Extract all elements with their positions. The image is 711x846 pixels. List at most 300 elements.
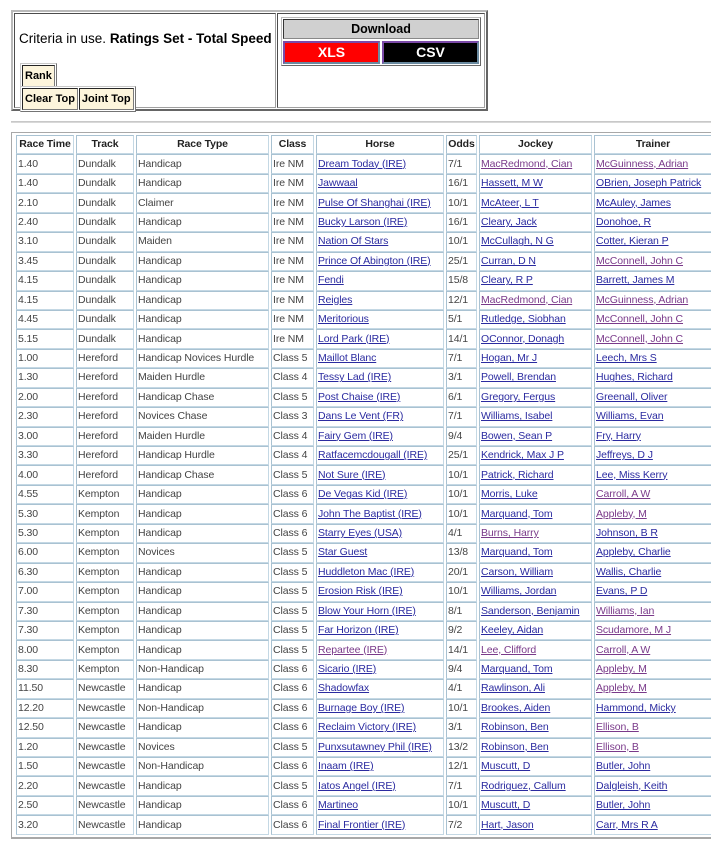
trainer-link[interactable]: Butler, John <box>596 799 651 812</box>
trainer-cell <box>594 796 711 815</box>
jockey-link[interactable]: Burns, Harry <box>481 526 539 539</box>
track-cell: Kempton <box>76 640 134 659</box>
horse-link[interactable]: Burnage Boy (IRE) <box>318 701 405 714</box>
trainer-link[interactable]: Greenall, Oliver <box>596 390 668 403</box>
track-cell: Newcastle <box>76 738 134 757</box>
trainer-link[interactable]: Carr, Mrs R A <box>596 818 658 831</box>
rank-button[interactable]: Rank <box>22 65 55 87</box>
horse-link[interactable]: Erosion Risk (IRE) <box>318 585 403 598</box>
trainer-link[interactable]: McConnell, John C <box>596 313 684 326</box>
class-cell: Class 6 <box>271 679 314 698</box>
trainer-cell <box>594 640 711 659</box>
horse-link[interactable]: Reigles <box>318 293 353 306</box>
jockey-cell <box>479 446 592 465</box>
horse-link[interactable]: Martineo <box>318 799 359 812</box>
class-cell: Class 6 <box>271 504 314 523</box>
horse-cell <box>316 602 444 621</box>
jockey-cell <box>479 524 592 543</box>
track-cell: Dundalk <box>76 232 134 251</box>
results-table-container <box>11 132 711 839</box>
table-row <box>16 621 711 640</box>
race-type-cell: Maiden <box>136 232 269 251</box>
horse-link[interactable]: Pulse Of Shanghai (IRE) <box>318 196 431 209</box>
jockey-link[interactable]: Morris, Luke <box>481 488 538 501</box>
horse-link[interactable]: Maillot Blanc <box>318 352 377 365</box>
horse-link[interactable]: Inaam (IRE) <box>318 760 374 773</box>
class-cell: Class 6 <box>271 796 314 815</box>
jockey-link[interactable]: McCullagh, N G <box>481 235 554 248</box>
jockey-cell <box>479 815 592 834</box>
race-type-cell: Non-Handicap <box>136 757 269 776</box>
odds-cell: 25/1 <box>446 252 477 271</box>
race-time-cell: 7.30 <box>16 621 74 640</box>
horse-cell <box>316 796 444 815</box>
race-type-cell: Handicap <box>136 310 269 329</box>
horse-link[interactable]: Repartee (IRE) <box>318 643 388 656</box>
jockey-cell <box>479 427 592 446</box>
odds-cell: 10/1 <box>446 796 477 815</box>
odds-cell: 3/1 <box>446 368 477 387</box>
trainer-cell <box>594 757 711 776</box>
race-type-cell: Handicap <box>136 621 269 640</box>
trainer-link[interactable]: Jeffreys, D J <box>596 449 653 462</box>
race-time-cell: 4.55 <box>16 485 74 504</box>
trainer-cell <box>594 154 711 173</box>
horse-link[interactable]: Lord Park (IRE) <box>318 332 390 345</box>
class-cell: Class 6 <box>271 660 314 679</box>
table-row <box>16 602 711 621</box>
race-type-cell: Novices <box>136 543 269 562</box>
trainer-cell <box>594 679 711 698</box>
table-row <box>16 543 711 562</box>
trainer-link[interactable]: McGuinness, Adrian <box>596 293 689 306</box>
class-cell: Ire NM <box>271 329 314 348</box>
horse-cell <box>316 485 444 504</box>
horse-link[interactable]: Ratfacemcdougall (IRE) <box>318 449 428 462</box>
trainer-link[interactable]: Williams, Ian <box>596 604 655 617</box>
jockey-cell <box>479 407 592 426</box>
trainer-cell <box>594 446 711 465</box>
horse-cell <box>316 757 444 776</box>
horse-link[interactable]: Sicario (IRE) <box>318 663 377 676</box>
horse-cell <box>316 193 444 212</box>
trainer-cell <box>594 504 711 523</box>
trainer-cell <box>594 485 711 504</box>
jockey-link[interactable]: Sanderson, Benjamin <box>481 604 580 617</box>
jockey-link[interactable]: Marquand, Tom <box>481 546 553 559</box>
track-cell: Hereford <box>76 407 134 426</box>
race-time-cell: 8.00 <box>16 640 74 659</box>
race-type-cell: Handicap <box>136 252 269 271</box>
jockey-link[interactable]: Robinson, Ben <box>481 721 549 734</box>
track-cell: Kempton <box>76 543 134 562</box>
track-cell: Hereford <box>76 465 134 484</box>
trainer-link[interactable]: McConnell, John C <box>596 254 684 267</box>
table-row <box>16 582 711 601</box>
race-type-cell: Novices Chase <box>136 407 269 426</box>
horse-link[interactable]: Tessy Lad (IRE) <box>318 371 392 384</box>
jockey-cell <box>479 252 592 271</box>
race-type-cell: Handicap <box>136 524 269 543</box>
trainer-link[interactable]: Dalgleish, Keith <box>596 779 668 792</box>
horse-link[interactable]: Shadowfax <box>318 682 370 695</box>
race-time-cell: 3.20 <box>16 815 74 834</box>
horse-cell <box>316 563 444 582</box>
race-type-cell: Maiden Hurdle <box>136 427 269 446</box>
trainer-link[interactable]: Appleby, M <box>596 663 647 676</box>
horse-link[interactable]: Starry Eyes (USA) <box>318 526 403 539</box>
jockey-link[interactable]: Rutledge, Siobhan <box>481 313 566 326</box>
jockey-cell <box>479 757 592 776</box>
trainer-link[interactable]: Appleby, M <box>596 507 647 520</box>
table-row <box>16 407 711 426</box>
header-horse: Horse <box>316 135 444 154</box>
odds-cell: 8/1 <box>446 602 477 621</box>
table-row <box>16 465 711 484</box>
trainer-link[interactable]: OBrien, Joseph Patrick <box>596 177 702 190</box>
class-cell: Class 5 <box>271 602 314 621</box>
horse-cell <box>316 291 444 310</box>
table-row <box>16 174 711 193</box>
trainer-link[interactable]: McGuinness, Adrian <box>596 157 689 170</box>
horse-cell <box>316 524 444 543</box>
clear-top-button[interactable]: Clear Top <box>22 88 78 110</box>
trainer-cell <box>594 660 711 679</box>
track-cell: Newcastle <box>76 796 134 815</box>
jockey-cell <box>479 271 592 290</box>
horse-cell <box>316 427 444 446</box>
race-type-cell: Handicap <box>136 718 269 737</box>
trainer-cell <box>594 815 711 834</box>
odds-cell: 15/8 <box>446 271 477 290</box>
track-cell: Newcastle <box>76 718 134 737</box>
class-cell: Class 5 <box>271 349 314 368</box>
horse-cell <box>316 368 444 387</box>
table-row <box>16 757 711 776</box>
race-time-cell: 7.30 <box>16 602 74 621</box>
race-time-cell: 3.00 <box>16 427 74 446</box>
horse-cell <box>316 329 444 348</box>
track-cell: Dundalk <box>76 213 134 232</box>
jockey-link[interactable]: Rodriguez, Callum <box>481 779 566 792</box>
horse-link[interactable]: Final Frontier (IRE) <box>318 818 406 831</box>
jockey-link[interactable]: Rawlinson, Ali <box>481 682 545 695</box>
track-cell: Dundalk <box>76 174 134 193</box>
horse-cell <box>316 738 444 757</box>
race-time-cell: 1.20 <box>16 738 74 757</box>
trainer-link[interactable]: Butler, John <box>596 760 651 773</box>
jockey-link[interactable]: Kendrick, Max J P <box>481 449 564 462</box>
odds-cell: 4/1 <box>446 679 477 698</box>
odds-cell: 9/4 <box>446 427 477 446</box>
jockey-link[interactable]: Brookes, Aiden <box>481 701 551 714</box>
race-time-cell: 6.30 <box>16 563 74 582</box>
trainer-cell <box>594 776 711 795</box>
table-row <box>16 776 711 795</box>
trainer-link[interactable]: Fry, Harry <box>596 429 641 442</box>
jockey-link[interactable]: MacRedmond, Cian <box>481 293 573 306</box>
horse-link[interactable]: Dream Today (IRE) <box>318 157 406 170</box>
trainer-link[interactable]: Evans, P D <box>596 585 648 598</box>
trainer-cell <box>594 291 711 310</box>
trainer-cell <box>594 310 711 329</box>
class-cell: Ire NM <box>271 310 314 329</box>
jockey-link[interactable]: Robinson, Ben <box>481 740 549 753</box>
race-type-cell: Handicap Chase <box>136 388 269 407</box>
trainer-cell <box>594 174 711 193</box>
horse-link[interactable]: Star Guest <box>318 546 368 559</box>
trainer-link[interactable]: Appleby, Charlie <box>596 546 671 559</box>
trainer-link[interactable]: Lee, Miss Kerry <box>596 468 668 481</box>
race-time-cell: 12.50 <box>16 718 74 737</box>
race-time-cell: 4.00 <box>16 465 74 484</box>
trainer-link[interactable]: Cotter, Kieran P <box>596 235 669 248</box>
horse-cell <box>316 776 444 795</box>
jockey-link[interactable]: Gregory, Fergus <box>481 390 556 403</box>
header-race-type: Race Type <box>136 135 269 154</box>
horse-cell <box>316 154 444 173</box>
race-type-cell: Handicap <box>136 582 269 601</box>
download-xls-button[interactable]: XLS <box>283 41 380 64</box>
horse-link[interactable]: Not Sure (IRE) <box>318 468 386 481</box>
jockey-link[interactable]: MacRedmond, Cian <box>481 157 573 170</box>
jockey-link[interactable]: Muscutt, D <box>481 760 531 773</box>
race-type-cell: Handicap <box>136 174 269 193</box>
table-row <box>16 738 711 757</box>
table-row <box>16 640 711 659</box>
horse-link[interactable]: Bucky Larson (IRE) <box>318 215 408 228</box>
jockey-link[interactable]: Powell, Brendan <box>481 371 556 384</box>
header-odds: Odds <box>446 135 477 154</box>
table-header-row <box>16 135 711 154</box>
horse-link[interactable]: Prince Of Abington (IRE) <box>318 254 431 267</box>
table-row <box>16 368 711 387</box>
horse-cell <box>316 174 444 193</box>
class-cell: Ire NM <box>271 291 314 310</box>
trainer-link[interactable]: Hammond, Micky <box>596 701 676 714</box>
race-time-cell: 2.10 <box>16 193 74 212</box>
header-track: Track <box>76 135 134 154</box>
table-row <box>16 446 711 465</box>
odds-cell: 10/1 <box>446 582 477 601</box>
track-cell: Newcastle <box>76 699 134 718</box>
horse-cell <box>316 349 444 368</box>
track-cell: Kempton <box>76 621 134 640</box>
jockey-cell <box>479 582 592 601</box>
jockey-link[interactable]: Carson, William <box>481 565 554 578</box>
trainer-link[interactable]: Johnson, B R <box>596 526 658 539</box>
horse-link[interactable]: Blow Your Horn (IRE) <box>318 604 416 617</box>
jockey-link[interactable]: Bowen, Sean P <box>481 429 553 442</box>
horse-cell <box>316 718 444 737</box>
race-type-cell: Handicap <box>136 504 269 523</box>
results-body <box>16 154 711 834</box>
trainer-link[interactable]: Donohoe, R <box>596 215 652 228</box>
trainer-cell <box>594 271 711 290</box>
track-cell: Newcastle <box>76 776 134 795</box>
jockey-link[interactable]: Curran, D N <box>481 254 536 267</box>
jockey-link[interactable]: McAteer, L T <box>481 196 539 209</box>
jockey-cell <box>479 563 592 582</box>
trainer-cell <box>594 524 711 543</box>
jockey-cell <box>479 368 592 387</box>
race-type-cell: Non-Handicap <box>136 660 269 679</box>
horse-link[interactable]: Fairy Gem (IRE) <box>318 429 393 442</box>
horse-link[interactable]: Nation Of Stars <box>318 235 389 248</box>
jockey-cell <box>479 329 592 348</box>
download-csv-button[interactable]: CSV <box>382 41 479 64</box>
table-row <box>16 291 711 310</box>
race-time-cell: 2.30 <box>16 407 74 426</box>
race-time-cell: 12.20 <box>16 699 74 718</box>
odds-cell: 6/1 <box>446 388 477 407</box>
criteria-label: Criteria in use. <box>19 31 107 46</box>
jockey-link[interactable]: Williams, Jordan <box>481 585 557 598</box>
jockey-link[interactable]: Hassett, M W <box>481 177 543 190</box>
jockey-link[interactable]: Muscutt, D <box>481 799 531 812</box>
jockey-link[interactable]: Hart, Jason <box>481 818 534 831</box>
odds-cell: 7/2 <box>446 815 477 834</box>
horse-cell <box>316 465 444 484</box>
odds-cell: 9/2 <box>446 621 477 640</box>
horse-link[interactable]: Iatos Angel (IRE) <box>318 779 396 792</box>
download-title: Download <box>283 19 479 39</box>
class-cell: Class 5 <box>271 582 314 601</box>
trainer-link[interactable]: Williams, Evan <box>596 410 664 423</box>
horse-link[interactable]: Dans Le Vent (FR) <box>318 410 404 423</box>
jockey-link[interactable]: Marquand, Tom <box>481 663 553 676</box>
class-cell: Class 5 <box>271 543 314 562</box>
jockey-cell <box>479 796 592 815</box>
horse-cell <box>316 679 444 698</box>
jockey-cell <box>479 718 592 737</box>
horse-link[interactable]: John The Baptist (IRE) <box>318 507 422 520</box>
horse-cell <box>316 640 444 659</box>
horse-link[interactable]: Meritorious <box>318 313 369 326</box>
race-type-cell: Handicap <box>136 485 269 504</box>
class-cell: Ire NM <box>271 154 314 173</box>
trainer-link[interactable]: Leech, Mrs S <box>596 352 657 365</box>
race-time-cell: 6.00 <box>16 543 74 562</box>
header-trainer: Trainer <box>594 135 711 154</box>
horse-cell <box>316 407 444 426</box>
race-type-cell: Handicap <box>136 291 269 310</box>
race-time-cell: 4.15 <box>16 271 74 290</box>
trainer-cell <box>594 329 711 348</box>
horse-link[interactable]: Reclaim Victory (IRE) <box>318 721 417 734</box>
horse-cell <box>316 310 444 329</box>
jockey-link[interactable]: Lee, Clifford <box>481 643 537 656</box>
trainer-cell <box>594 738 711 757</box>
jockey-link[interactable]: Keeley, Aidan <box>481 624 544 637</box>
class-cell: Ire NM <box>271 193 314 212</box>
jockey-cell <box>479 776 592 795</box>
joint-top-button[interactable]: Joint Top <box>79 88 134 110</box>
jockey-link[interactable]: Hogan, Mr J <box>481 352 538 365</box>
race-type-cell: Novices <box>136 738 269 757</box>
race-time-cell: 3.30 <box>16 446 74 465</box>
trainer-cell <box>594 232 711 251</box>
race-time-cell: 5.30 <box>16 524 74 543</box>
race-time-cell: 1.30 <box>16 368 74 387</box>
table-row <box>16 563 711 582</box>
jockey-link[interactable]: Patrick, Richard <box>481 468 554 481</box>
trainer-link[interactable]: McAuley, James <box>596 196 671 209</box>
track-cell: Dundalk <box>76 154 134 173</box>
trainer-link[interactable]: Carroll, A W <box>596 488 651 501</box>
header-class: Class <box>271 135 314 154</box>
trainer-link[interactable]: Ellison, B <box>596 721 639 734</box>
horse-link[interactable]: Far Horizon (IRE) <box>318 624 399 637</box>
race-time-cell: 1.00 <box>16 349 74 368</box>
jockey-link[interactable]: OConnor, Donagh <box>481 332 565 345</box>
race-time-cell: 2.50 <box>16 796 74 815</box>
horse-link[interactable]: Huddleton Mac (IRE) <box>318 565 415 578</box>
horse-cell <box>316 213 444 232</box>
track-cell: Kempton <box>76 504 134 523</box>
jockey-cell <box>479 660 592 679</box>
odds-cell: 3/1 <box>446 718 477 737</box>
trainer-cell <box>594 407 711 426</box>
trainer-link[interactable]: McConnell, John C <box>596 332 684 345</box>
odds-cell: 7/1 <box>446 349 477 368</box>
horse-link[interactable]: Fendi <box>318 274 344 287</box>
class-cell: Ire NM <box>271 174 314 193</box>
jockey-link[interactable]: Cleary, R P <box>481 274 533 287</box>
trainer-link[interactable]: Carroll, A W <box>596 643 651 656</box>
horse-link[interactable]: Jawwaal <box>318 177 358 190</box>
horse-cell <box>316 271 444 290</box>
horse-cell <box>316 699 444 718</box>
race-time-cell: 11.50 <box>16 679 74 698</box>
class-cell: Class 5 <box>271 738 314 757</box>
trainer-link[interactable]: Ellison, B <box>596 740 639 753</box>
jockey-cell <box>479 543 592 562</box>
class-cell: Ire NM <box>271 232 314 251</box>
trainer-link[interactable]: Appleby, M <box>596 682 647 695</box>
header-race-time: Race Time <box>16 135 74 154</box>
jockey-link[interactable]: Williams, Isabel <box>481 410 553 423</box>
race-type-cell: Handicap Chase <box>136 465 269 484</box>
race-time-cell: 1.50 <box>16 757 74 776</box>
table-row <box>16 427 711 446</box>
odds-cell: 10/1 <box>446 504 477 523</box>
table-row <box>16 485 711 504</box>
jockey-link[interactable]: Marquand, Tom <box>481 507 553 520</box>
download-buttons <box>283 41 479 64</box>
horse-link[interactable]: De Vegas Kid (IRE) <box>318 488 408 501</box>
trainer-cell <box>594 582 711 601</box>
horse-link[interactable]: Punxsutawney Phil (IRE) <box>318 740 432 753</box>
trainer-link[interactable]: Scudamore, M J <box>596 624 672 637</box>
trainer-cell <box>594 699 711 718</box>
horse-link[interactable]: Post Chaise (IRE) <box>318 390 401 403</box>
jockey-link[interactable]: Cleary, Jack <box>481 215 537 228</box>
race-time-cell: 2.40 <box>16 213 74 232</box>
class-cell: Class 4 <box>271 427 314 446</box>
results-table <box>14 135 711 835</box>
race-type-cell: Handicap <box>136 563 269 582</box>
trainer-link[interactable]: Hughes, Richard <box>596 371 673 384</box>
trainer-link[interactable]: Wallis, Charlie <box>596 565 662 578</box>
jockey-cell <box>479 699 592 718</box>
horse-cell <box>316 582 444 601</box>
odds-cell: 20/1 <box>446 563 477 582</box>
table-row <box>16 232 711 251</box>
trainer-link[interactable]: Barrett, James M <box>596 274 675 287</box>
odds-cell: 9/4 <box>446 660 477 679</box>
jockey-cell <box>479 602 592 621</box>
